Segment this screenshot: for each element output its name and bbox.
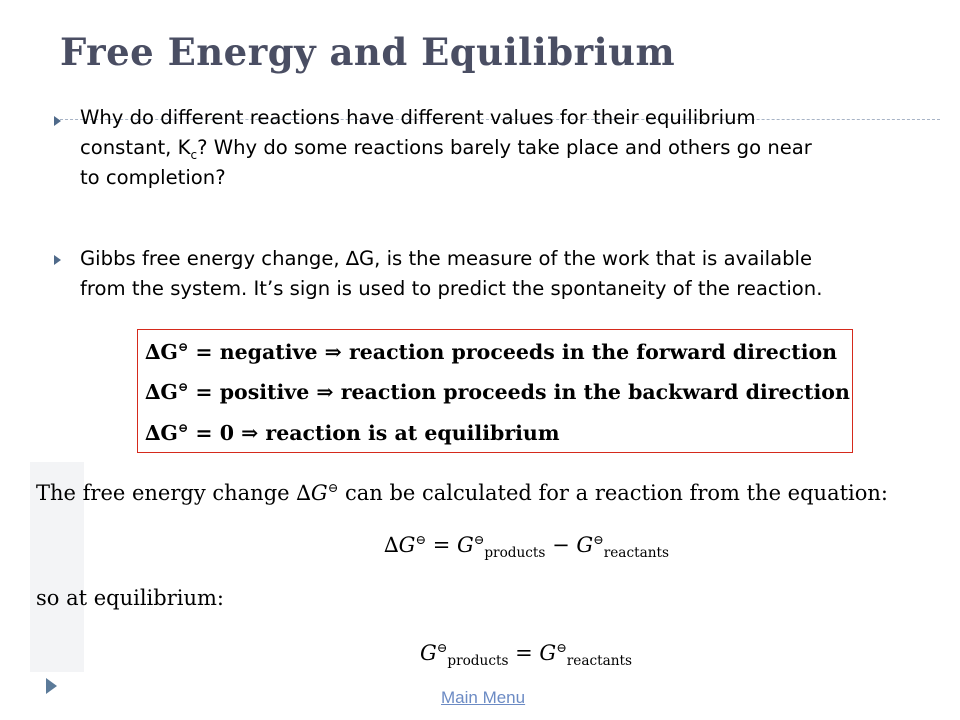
- reactants-subscript: reactants: [603, 545, 669, 562]
- equation-line-positive: [145, 379, 850, 404]
- slide-title: Free Energy and Equilibrium: [60, 30, 676, 74]
- bullet-paragraph-1: [80, 103, 870, 193]
- bullet-1-line-2-pre: constant, K: [80, 136, 191, 159]
- delta-g-symbol: ∆G: [296, 481, 328, 505]
- equation-text: = 0 ⇒ reaction is at equilibrium: [188, 420, 560, 445]
- standard-state-symbol: ⊖: [556, 640, 567, 655]
- products-subscript: products: [484, 545, 546, 562]
- intro-text: The free energy change: [36, 481, 297, 505]
- g-products-symbol: = G: [426, 533, 474, 557]
- standard-state-symbol: ⊖: [177, 420, 189, 435]
- excerpt-intro: [36, 480, 888, 505]
- delta-g-symbol: ∆G: [145, 339, 178, 364]
- standard-state-symbol: ⊖: [327, 480, 339, 495]
- equation-line-negative: [145, 339, 837, 364]
- bullet-1-line-3: to completion?: [80, 166, 226, 189]
- delta-g-symbol: ∆G: [384, 533, 416, 557]
- standard-state-symbol: ⊖: [177, 339, 189, 354]
- bullet-2-line-2: from the system. It’s sign is used to predict the spontaneity of the reaction.: [80, 277, 823, 300]
- delta-g-symbol: ∆G: [145, 420, 178, 445]
- play-arrow-icon[interactable]: [46, 678, 57, 694]
- equation-delta-g: [384, 532, 669, 561]
- bullet-2-line-1: Gibbs free energy change, ∆G, is the measure of the work that is available: [80, 247, 813, 270]
- standard-state-symbol: ⊖: [177, 379, 189, 394]
- g-reactants-symbol: − G: [545, 533, 594, 557]
- bullet-arrow-icon: [54, 255, 61, 265]
- equation-box: [137, 329, 853, 453]
- bullet-1-line-2: [80, 133, 870, 163]
- equation-text: = positive ⇒ reaction proceeds in the backward direction: [188, 379, 850, 404]
- delta-g-symbol: ∆G: [145, 379, 178, 404]
- standard-state-symbol: ⊖: [415, 532, 427, 547]
- standard-state-symbol: ⊖: [473, 532, 485, 547]
- equation-text: = negative ⇒ reaction proceeds in the forward direction: [188, 339, 838, 364]
- standard-state-symbol: ⊖: [593, 532, 604, 547]
- bullet-paragraph-2: [80, 244, 870, 304]
- kc-subscript: c: [190, 147, 198, 162]
- reactants-subscript: reactants: [566, 653, 632, 670]
- bullet-1-line-1: Why do different reactions have different values for their equilibrium: [80, 106, 756, 129]
- equation-line-zero: [145, 420, 560, 445]
- intro-text-end: can be calculated for a reaction from the equation:: [338, 481, 888, 505]
- so-at-equilibrium: so at equilibrium:: [36, 586, 224, 610]
- bullet-1-line-2-post: ? Why do some reactions barely take place and others go near: [197, 136, 812, 159]
- standard-state-symbol: ⊖: [436, 640, 448, 655]
- products-subscript: products: [447, 653, 509, 670]
- main-menu-link[interactable]: Main Menu: [441, 688, 526, 707]
- bullet-arrow-icon: [54, 116, 61, 126]
- g-products-symbol: G: [420, 641, 437, 665]
- g-reactants-symbol: = G: [508, 641, 557, 665]
- equation-equilibrium: [420, 640, 632, 669]
